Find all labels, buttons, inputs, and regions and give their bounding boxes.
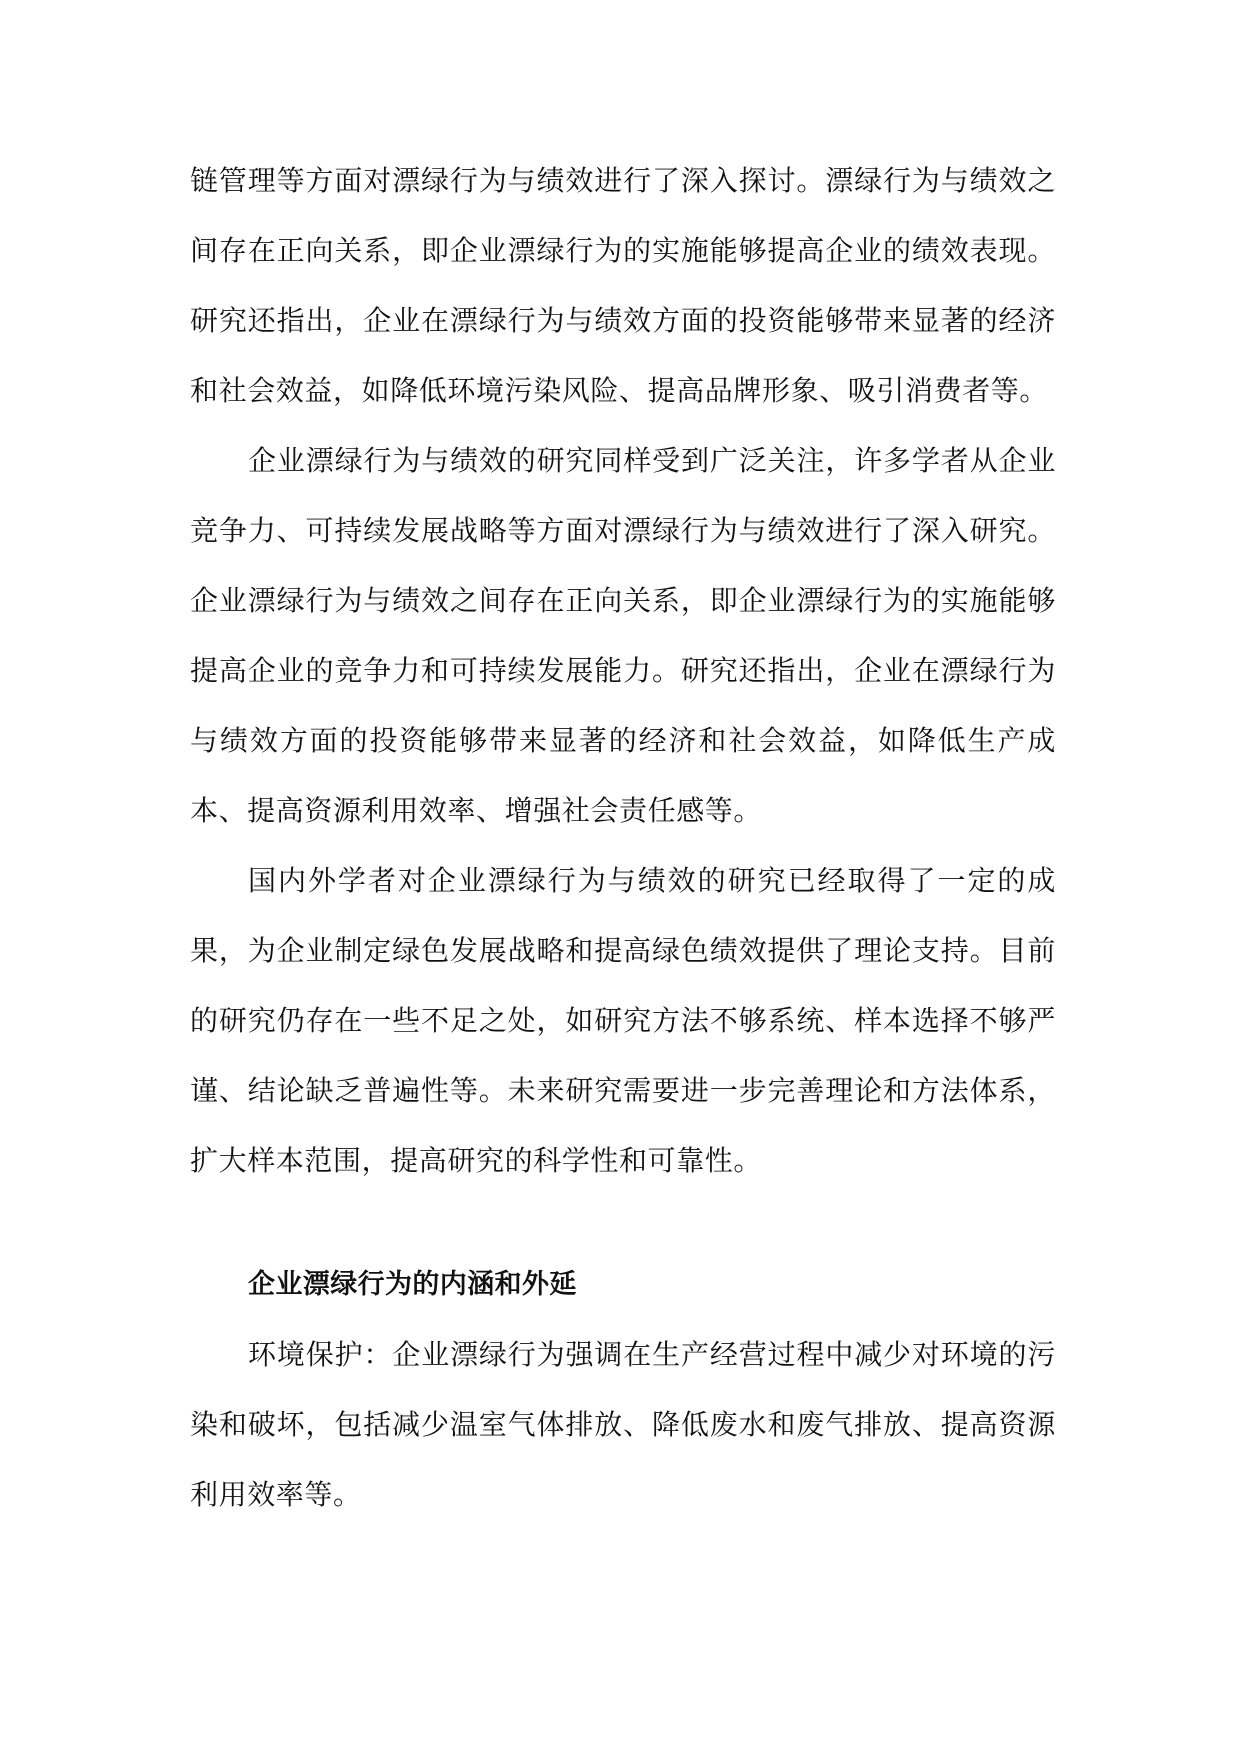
document-body: [190, 146, 1056, 1530]
paragraph-continuation: 链管理等方面对漂绿行为与绩效进行了深入探讨。漂绿行为与绩效之间存在正向关系，即企业漂绿行为的实施能够提高企业的绩效表现。研究还指出，企业在漂绿行为与绩效方面的投资能够带来显著的经济和社会效益，如降低环境污染风险、提高品牌形象、吸引消费者等。: [190, 164, 1056, 407]
section-heading: 企业漂绿行为的内涵和外延: [248, 1269, 577, 1300]
paragraph-environmental-protection: 环境保护：企业漂绿行为强调在生产经营过程中减少对环境的污染和破坏，包括减少温室气体排放、降低废水和废气排放、提高资源利用效率等。: [190, 1338, 1056, 1511]
paragraph-research-attention: 企业漂绿行为与绩效的研究同样受到广泛关注，许多学者从企业竞争力、可持续发展战略等方面对漂绿行为与绩效进行了深入研究。企业漂绿行为与绩效之间存在正向关系，即企业漂绿行为的实施能够提高企业的竞争力和可持续发展能力。研究还指出，企业在漂绿行为与绩效方面的投资能够带来显著的经济和社会效益，如降低生产成本、提高资源利用效率、增强社会责任感等。: [190, 444, 1056, 827]
paragraph-research-summary: 国内外学者对企业漂绿行为与绩效的研究已经取得了一定的成果，为企业制定绿色发展战略和提高绿色绩效提供了理论支持。目前的研究仍存在一些不足之处，如研究方法不够系统、样本选择不够严谨、结论缺乏普遍性等。未来研究需要进一步完善理论和方法体系，扩大样本范围，提高研究的科学性和可靠性。: [190, 864, 1056, 1177]
